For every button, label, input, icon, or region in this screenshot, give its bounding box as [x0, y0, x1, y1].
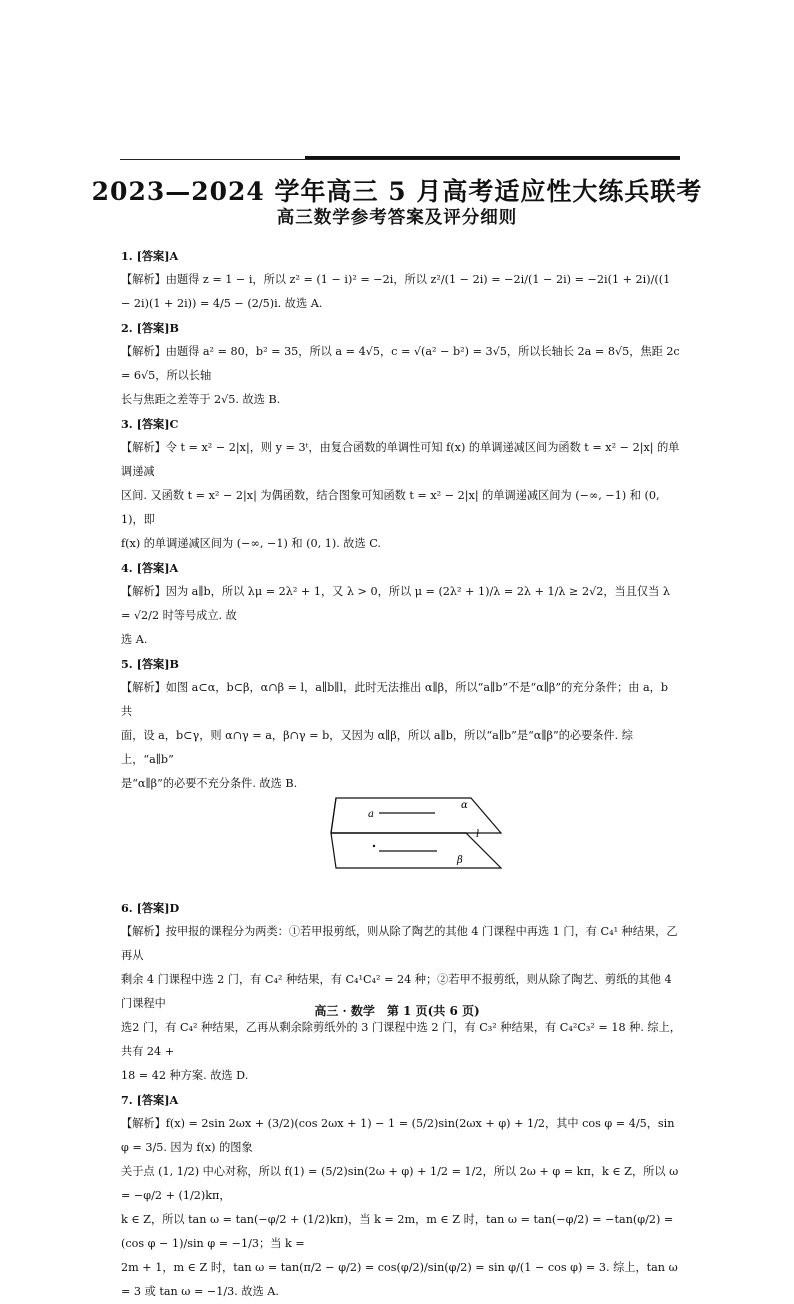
answer-line: 6. [答案]D	[121, 901, 180, 915]
analysis-line: 区间. 又函数 t = x² − 2|x| 为偶函数，结合图象可知函数 t = x² − 2|x| 的单调递减区间为 (−∞, −1) 和 (0, 1)，即	[121, 489, 660, 526]
plane-alpha-edge	[331, 798, 336, 833]
analysis-line: 【解析】f(x) = 2sin 2ωx + (3/2)(cos 2ωx + 1) − 1 = (5/2)sin(2ωx + φ) + 1/2，其中 cos φ = 4/5，sin φ = 3/5. 因为 f(x) 的图象	[121, 1117, 675, 1154]
analysis-line: 长与焦距之差等于 2√5. 故选 B.	[121, 393, 281, 406]
analysis-line: 【解析】按甲报的课程分为两类：①若甲报剪纸，则从除了陶艺的其他 4 门课程中再选 1 门，有 C₄¹ 种结果，乙再从	[121, 925, 678, 962]
question-1	[121, 244, 681, 316]
analysis-line: f(x) 的单调递减区间为 (−∞, −1) 和 (0, 1). 故选 C.	[121, 537, 381, 550]
label-beta: β	[457, 855, 463, 866]
answer-line: 5. [答案]B	[121, 657, 179, 671]
analysis-line: 剩余 4 门课程中选 2 门，有 C₄² 种结果，有 C₄¹C₄² = 24 种；②若甲不报剪纸，则从除了陶艺、剪纸的其他 4 门课程中	[121, 973, 672, 1010]
question-3	[121, 412, 681, 556]
answer-line: 4. [答案]A	[121, 561, 179, 575]
answer-line: 7. [答案]A	[121, 1093, 179, 1107]
question-4	[121, 556, 681, 652]
page-subtitle: 高三数学参考答案及评分细则	[276, 208, 518, 228]
planes-figure	[121, 796, 681, 896]
question-5	[121, 652, 681, 896]
analysis-line: 【解析】令 t = x² − 2|x|，则 y = 3ᵗ，由复合函数的单调性可知 f(x) 的单调递减区间为函数 t = x² − 2|x| 的单调递减	[121, 441, 680, 478]
analysis-line: 18 = 42 种方案. 故选 D.	[121, 1069, 249, 1082]
analysis-line: 2m + 1，m ∈ Z 时，tan ω = tan(π/2 − φ/2) = cos(φ/2)/sin(φ/2) = sin φ/(1 − cos φ) = 3. 综上，tan ω = 3 或 tan ω = −1/3. 故选 A.	[121, 1261, 678, 1298]
analysis-line: 是“α∥β”的必要不充分条件. 故选 B.	[121, 777, 298, 790]
analysis-line: 关于点 (1, 1/2) 中心对称，所以 f(1) = (5/2)sin(2ω + φ) + 1/2 = 1/2，所以 2ω + φ = kπ，k ∈ Z，所以 ω = −φ/2 + (1/2)kπ，	[121, 1165, 679, 1202]
analysis-line: 【解析】因为 a∥b，所以 λμ = 2λ² + 1，又 λ > 0，所以 μ = (2λ² + 1)/λ = 2λ + 1/λ ≥ 2√2，当且仅当 λ = √2/2 时等号成立. 故	[121, 585, 670, 622]
question-6	[121, 896, 681, 1088]
analysis-line: 选2 门，有 C₄² 种结果，乙再从剩余除剪纸外的 3 门课程中选 2 门，有 C₃² 种结果，有 C₄²C₃² = 18 种. 综上，共有 24 +	[121, 1021, 681, 1058]
question-2	[121, 316, 681, 412]
page-title: 2023—2024 学年高三 5 月高考适应性大练兵联考	[91, 177, 703, 206]
page-footer: 高三 · 数学 第 1 页(共 6 页)	[314, 1004, 480, 1018]
label-alpha: α	[461, 800, 468, 811]
header-rule-thin	[120, 159, 680, 160]
analysis-line: 【解析】如图 a⊂α，b⊂β，α∩β = l，a∥b∥l，此时无法推出 α∥β，所以“a∥b”不是“α∥β”的充分条件；由 a，b 共	[121, 681, 669, 718]
answer-content	[121, 244, 681, 1304]
label-a: a	[368, 809, 374, 820]
analysis-line: 【解析】由题得 a² = 80，b² = 35，所以 a = 4√5，c = √(a² − b²) = 3√5，所以长轴长 2a = 8√5，焦距 2c = 6√5，所以长轴	[121, 345, 680, 382]
answer-line: 2. [答案]B	[121, 321, 179, 335]
plane-alpha-outline	[331, 798, 501, 833]
answer-line: 1. [答案]A	[121, 249, 179, 263]
analysis-line: 【解析】由题得 z = 1 − i，所以 z² = (1 − i)² = −2i，所以 z²/(1 − 2i) = −2i/(1 − 2i) = −2i(1 + 2i)/((1 − 2i)(1 + 2i)) = 4/5 − (2/5)i. 故选 A.	[121, 273, 671, 310]
analysis-line: 面，设 a，b⊂γ，则 α∩γ = a，β∩γ = b，又因为 α∥β，所以 a∥b，所以“a∥b”是“α∥β”的必要条件. 综上，“a∥b”	[121, 729, 633, 766]
point-mark	[373, 845, 375, 847]
analysis-line: k ∈ Z，所以 tan ω = tan(−φ/2 + (1/2)kπ)，当 k = 2m，m ∈ Z 时，tan ω = tan(−φ/2) = −tan(φ/2) = (cos φ − 1)/sin φ = −1/3；当 k =	[121, 1213, 674, 1250]
label-l: l	[476, 829, 480, 840]
question-7	[121, 1088, 681, 1304]
analysis-line: 选 A.	[121, 633, 148, 646]
answer-line: 3. [答案]C	[121, 417, 179, 431]
